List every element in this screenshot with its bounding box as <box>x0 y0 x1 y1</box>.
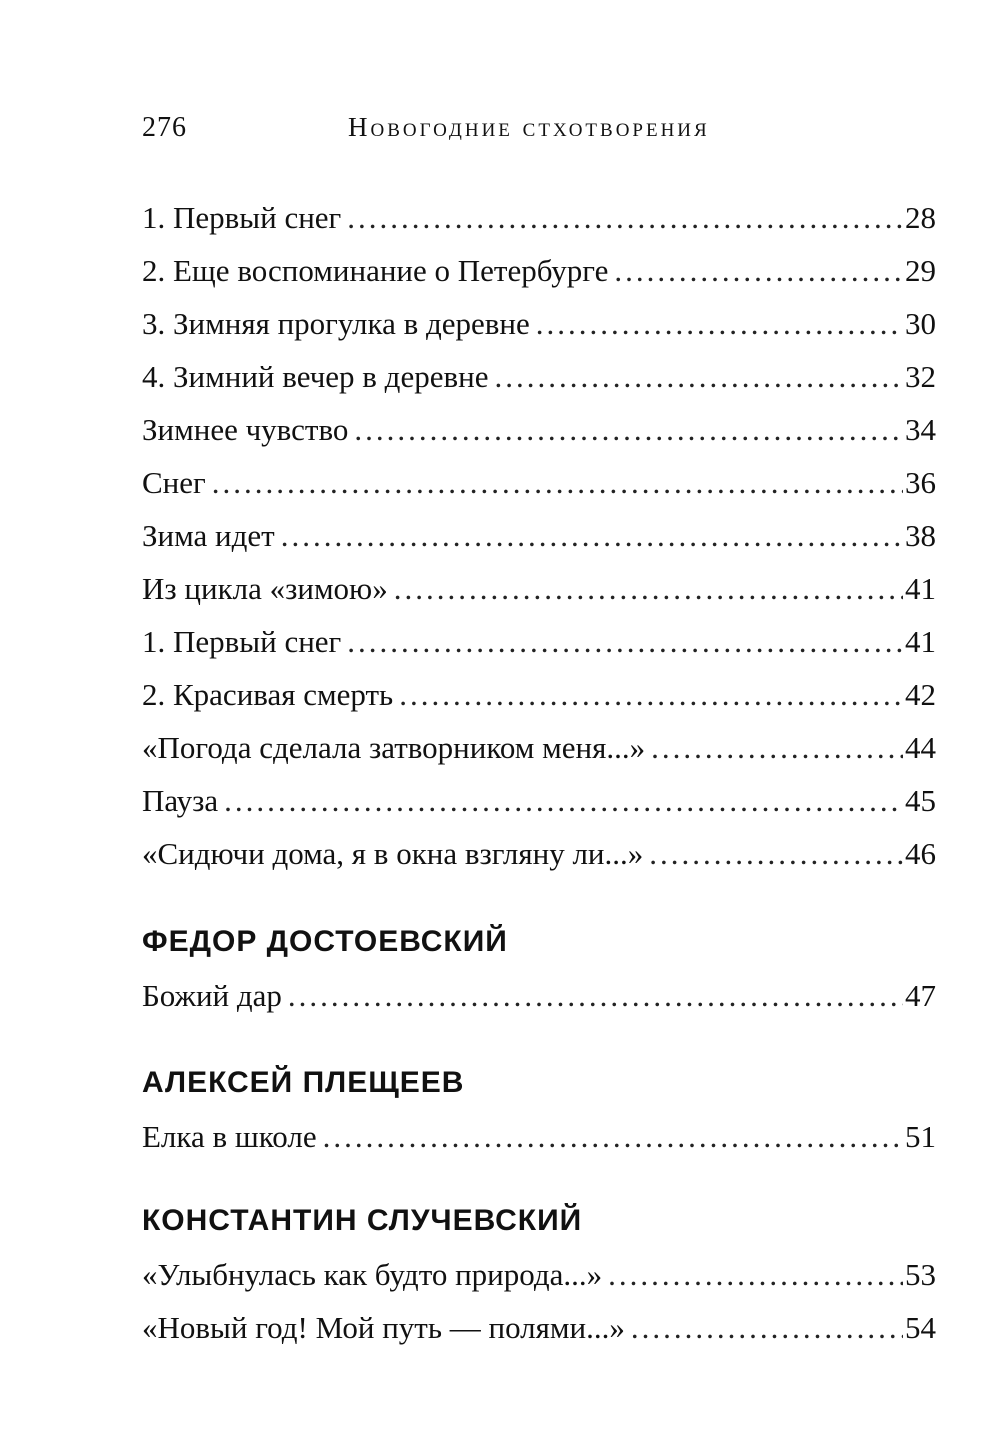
toc-entry-title: Божий дар <box>142 978 282 1013</box>
toc-entry-page: 54 <box>905 1310 936 1345</box>
dot-leader <box>347 196 903 240</box>
toc-entry-page: 36 <box>905 465 936 500</box>
dot-leader <box>494 355 903 399</box>
toc-entry-title: «Улыбнулась как будто природа...» <box>142 1257 603 1292</box>
dot-leader <box>281 514 903 558</box>
toc-entry <box>142 779 936 823</box>
toc-entry <box>142 1253 936 1297</box>
toc-entry-title: «Сидючи дома, я в окна взгляну ли...» <box>142 836 644 871</box>
dot-leader <box>614 249 903 293</box>
toc-entry <box>142 974 936 1018</box>
running-head: Новогодние стхотворения <box>348 112 710 142</box>
toc-entry-title: Пауза <box>142 783 219 818</box>
toc-entry-page: 46 <box>905 836 936 871</box>
toc-entry-title: «Новый год! Мой путь — полями...» <box>142 1310 625 1345</box>
toc-entry-page: 41 <box>905 624 936 659</box>
toc-entry-title: 1. Первый снег <box>142 624 342 659</box>
toc-entry-page: 32 <box>905 359 936 394</box>
toc-entry-page: 45 <box>905 783 936 818</box>
dot-leader <box>649 832 903 876</box>
toc-entry-page: 34 <box>905 412 936 447</box>
toc-entry-title: 2. Красивая смерть <box>142 677 394 712</box>
dot-leader <box>224 779 903 823</box>
toc-entry-title: 3. Зимняя прогулка в деревне <box>142 306 530 341</box>
dot-leader <box>631 1306 903 1350</box>
toc-entry <box>142 832 936 876</box>
toc-entry <box>142 1306 936 1350</box>
toc-entry-title: Из цикла «зимою» <box>142 571 388 606</box>
dot-leader <box>651 726 903 770</box>
dot-leader <box>608 1253 903 1297</box>
dot-leader <box>288 974 903 1018</box>
toc-entry <box>142 408 936 452</box>
toc-entry <box>142 726 936 770</box>
toc-entry <box>142 461 936 505</box>
toc-entry-page: 41 <box>905 571 936 606</box>
toc-entry-title: 1. Первый снег <box>142 200 342 235</box>
toc-entry <box>142 355 936 399</box>
dot-leader <box>354 408 903 452</box>
dot-leader <box>536 302 903 346</box>
toc-entry-page: 38 <box>905 518 936 553</box>
toc-entry <box>142 196 936 240</box>
toc-entry-title: «Погода сделала затворником меня...» <box>142 730 646 765</box>
dot-leader <box>212 461 903 505</box>
toc-entry-page: 28 <box>905 200 936 235</box>
author-heading: ФЕДОР ДОСТОЕВСКИЙ <box>142 925 508 958</box>
toc-entry-title: 2. Еще воспоминание о Петербурге <box>142 253 609 288</box>
dot-leader <box>399 673 903 717</box>
toc-entry-page: 47 <box>905 978 936 1013</box>
dot-leader <box>347 620 903 664</box>
toc-entry-page: 30 <box>905 306 936 341</box>
toc-entry-title: Елка в школе <box>142 1119 317 1154</box>
dot-leader <box>394 567 903 611</box>
toc-entry <box>142 567 936 611</box>
toc-entry <box>142 620 936 664</box>
toc-entry-title: Снег <box>142 465 206 500</box>
toc-entry-page: 42 <box>905 677 936 712</box>
toc-entry-title: Зима идет <box>142 518 275 553</box>
toc-entry <box>142 673 936 717</box>
toc-entry <box>142 302 936 346</box>
toc-entry-page: 44 <box>905 730 936 765</box>
dot-leader <box>323 1115 903 1159</box>
author-heading: АЛЕКСЕЙ ПЛЕЩЕЕВ <box>142 1066 465 1099</box>
toc-entry-page: 29 <box>905 253 936 288</box>
author-heading: КОНСТАНТИН СЛУЧЕВСКИЙ <box>142 1204 583 1237</box>
toc-entry <box>142 1115 936 1159</box>
toc-entry <box>142 249 936 293</box>
page-number: 276 <box>142 112 187 143</box>
toc-entry-title: 4. Зимний вечер в деревне <box>142 359 489 394</box>
toc-entry <box>142 514 936 558</box>
toc-entry-title: Зимнее чувство <box>142 412 349 447</box>
toc-entry-page: 51 <box>905 1119 936 1154</box>
toc-entry-page: 53 <box>905 1257 936 1292</box>
